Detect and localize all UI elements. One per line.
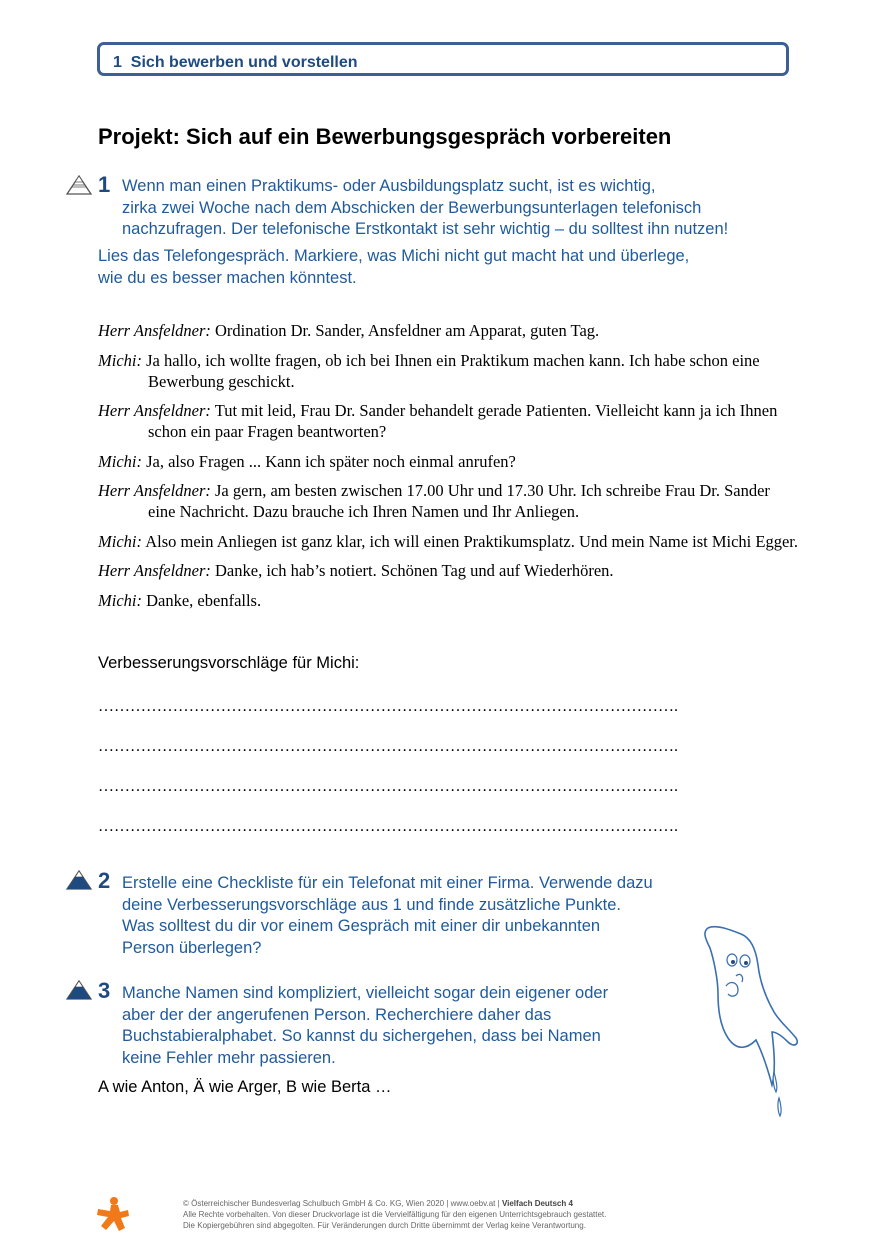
dialog-text: Ja hallo, ich wollte fragen, ob ich bei Ihnen ein Praktikum machen kann. Ich habe schon eine Bewerbung geschickt. xyxy=(146,350,760,391)
answer-line[interactable]: ………………………………………………………………………………………………. xyxy=(98,778,678,795)
dialog-line xyxy=(98,560,798,581)
task1-instruction-line: Lies das Telefongespräch. Markiere, was Michi nicht gut macht hat und überlege, xyxy=(98,247,690,265)
dialog-speaker: Herr Ansfeldner: xyxy=(98,561,211,580)
answer-line[interactable]: ………………………………………………………………………………………………. xyxy=(98,738,678,755)
dialog-speaker: Herr Ansfeldner: xyxy=(98,401,211,420)
dialog-line xyxy=(98,531,798,552)
dialog-text: Tut mit leid, Frau Dr. Sander behandelt gerade Patienten. Vielleicht kann ja ich Ihnen schon ein paar Fragen beantworten? xyxy=(148,401,778,441)
dialog-line xyxy=(98,320,798,341)
task1-intro-line: Wenn man einen Praktikums- oder Ausbildungsplatz sucht, ist es wichtig, xyxy=(122,177,656,195)
task1-intro-line: zirka zwei Woche nach dem Abschicken der Bewerbungsunterlagen telefonisch xyxy=(122,198,702,217)
footer-line: Die Kopiergebühren sind abgegolten. Für Veränderungen durch Dritte übernimmt der Verlag keine Verantwortung. xyxy=(183,1221,586,1230)
dialog-speaker: Michi: xyxy=(98,350,142,370)
chapter-name: Sich bewerben und vorstellen xyxy=(130,54,358,71)
dialog-speaker: Herr Ansfeldner: xyxy=(98,321,211,340)
task2-number: 2 xyxy=(98,868,111,893)
dialog-speaker: Michi: xyxy=(98,531,142,551)
answer-line[interactable]: ………………………………………………………………………………………………. xyxy=(98,698,678,715)
task1-intro-line: nachzufragen. Der telefonische Erstkontakt ist sehr wichtig – du solltest ihn nutzen! xyxy=(122,220,729,238)
dialog-speaker: Herr Ansfeldner: xyxy=(98,481,211,500)
publisher-logo-icon xyxy=(94,1196,130,1234)
dialog-text: Also mein Anliegen ist ganz klar, ich will einen Praktikumsplatz. Und mein Name ist Michi Egger. xyxy=(145,531,799,551)
task3-number: 3 xyxy=(98,978,111,1003)
footer-line xyxy=(183,1198,606,1209)
suggestions-label: Verbesserungsvorschläge für Michi: xyxy=(98,654,360,672)
dialog-line xyxy=(98,451,798,472)
ghost-figure-illustration xyxy=(696,920,806,1120)
task3-line: Buchstabieralphabet. So kannst du sichergehen, dass bei Namen xyxy=(122,1027,601,1045)
task2-line: Was solltest du dir vor einem Gespräch mit einer dir unbekannten xyxy=(122,917,601,935)
dialog-line xyxy=(98,590,798,611)
task2-text xyxy=(122,873,653,959)
task1-instruction-line: wie du es besser machen könntest. xyxy=(98,268,357,287)
task3-line: aber der der angerufenen Person. Recherchiere daher das xyxy=(122,1005,552,1024)
dialog-speaker: Michi: xyxy=(98,590,142,610)
task1-intro xyxy=(122,176,728,241)
difficulty-pyramid-icon xyxy=(66,980,92,1000)
chapter-title xyxy=(113,54,358,72)
task2-line: deine Verbesserungsvorschläge aus 1 und finde zusätzliche Punkte. xyxy=(122,895,621,914)
dialog-text: Ja gern, am besten zwischen 17.00 Uhr und 17.30 Uhr. Ich schreibe Frau Dr. Sander eine Nachricht. Dazu brauche ich Ihren Namen und Ihr Anliegen. xyxy=(148,481,770,521)
task1-number: 1 xyxy=(98,172,111,197)
difficulty-pyramid-icon xyxy=(66,870,92,890)
answer-line[interactable]: ………………………………………………………………………………………………. xyxy=(98,818,678,835)
footer-line: Alle Rechte vorbehalten. Von dieser Druckvorlage ist die Vervielfältigung für den eigenen Unterrichtsgebrauch gestattet. xyxy=(183,1210,607,1219)
task3-line: Manche Namen sind kompliziert, vielleicht sogar dein eigener oder xyxy=(122,984,609,1002)
chapter-header xyxy=(97,42,789,76)
dialog-speaker: Michi: xyxy=(98,451,142,471)
dialog-text: Ordination Dr. Sander, Ansfeldner am Apparat, guten Tag. xyxy=(215,321,600,340)
phone-dialog xyxy=(98,320,798,619)
task3-example: A wie Anton, Ä wie Arger, B wie Berta … xyxy=(98,1078,392,1096)
footer-publisher: © Österreichischer Bundesverlag Schulbuch GmbH & Co. KG, Wien 2020 | www.oebv.at | xyxy=(183,1199,502,1208)
footer-copyright xyxy=(183,1198,606,1231)
footer-book-title: Vielfach Deutsch 4 xyxy=(501,1199,573,1208)
dialog-text: Danke, ebenfalls. xyxy=(146,590,262,610)
dialog-text: Ja, also Fragen ... Kann ich später noch einmal anrufen? xyxy=(146,451,516,471)
task2-line: Erstelle eine Checkliste für ein Telefonat mit einer Firma. Verwende dazu xyxy=(122,874,653,892)
task3-line: keine Fehler mehr passieren. xyxy=(122,1048,336,1067)
page-title: Projekt: Sich auf ein Bewerbungsgespräch vorbereiten xyxy=(98,124,672,149)
task1-instruction xyxy=(98,246,689,289)
difficulty-pyramid-icon xyxy=(66,175,92,195)
dialog-line xyxy=(98,350,798,392)
chapter-number: 1 xyxy=(113,54,122,71)
task2-line: Person überlegen? xyxy=(122,938,262,957)
dialog-text: Danke, ich hab’s notiert. Schönen Tag und auf Wiederhören. xyxy=(215,561,614,580)
task3-text xyxy=(122,983,608,1069)
dialog-line xyxy=(98,480,798,522)
dialog-line xyxy=(98,400,798,442)
